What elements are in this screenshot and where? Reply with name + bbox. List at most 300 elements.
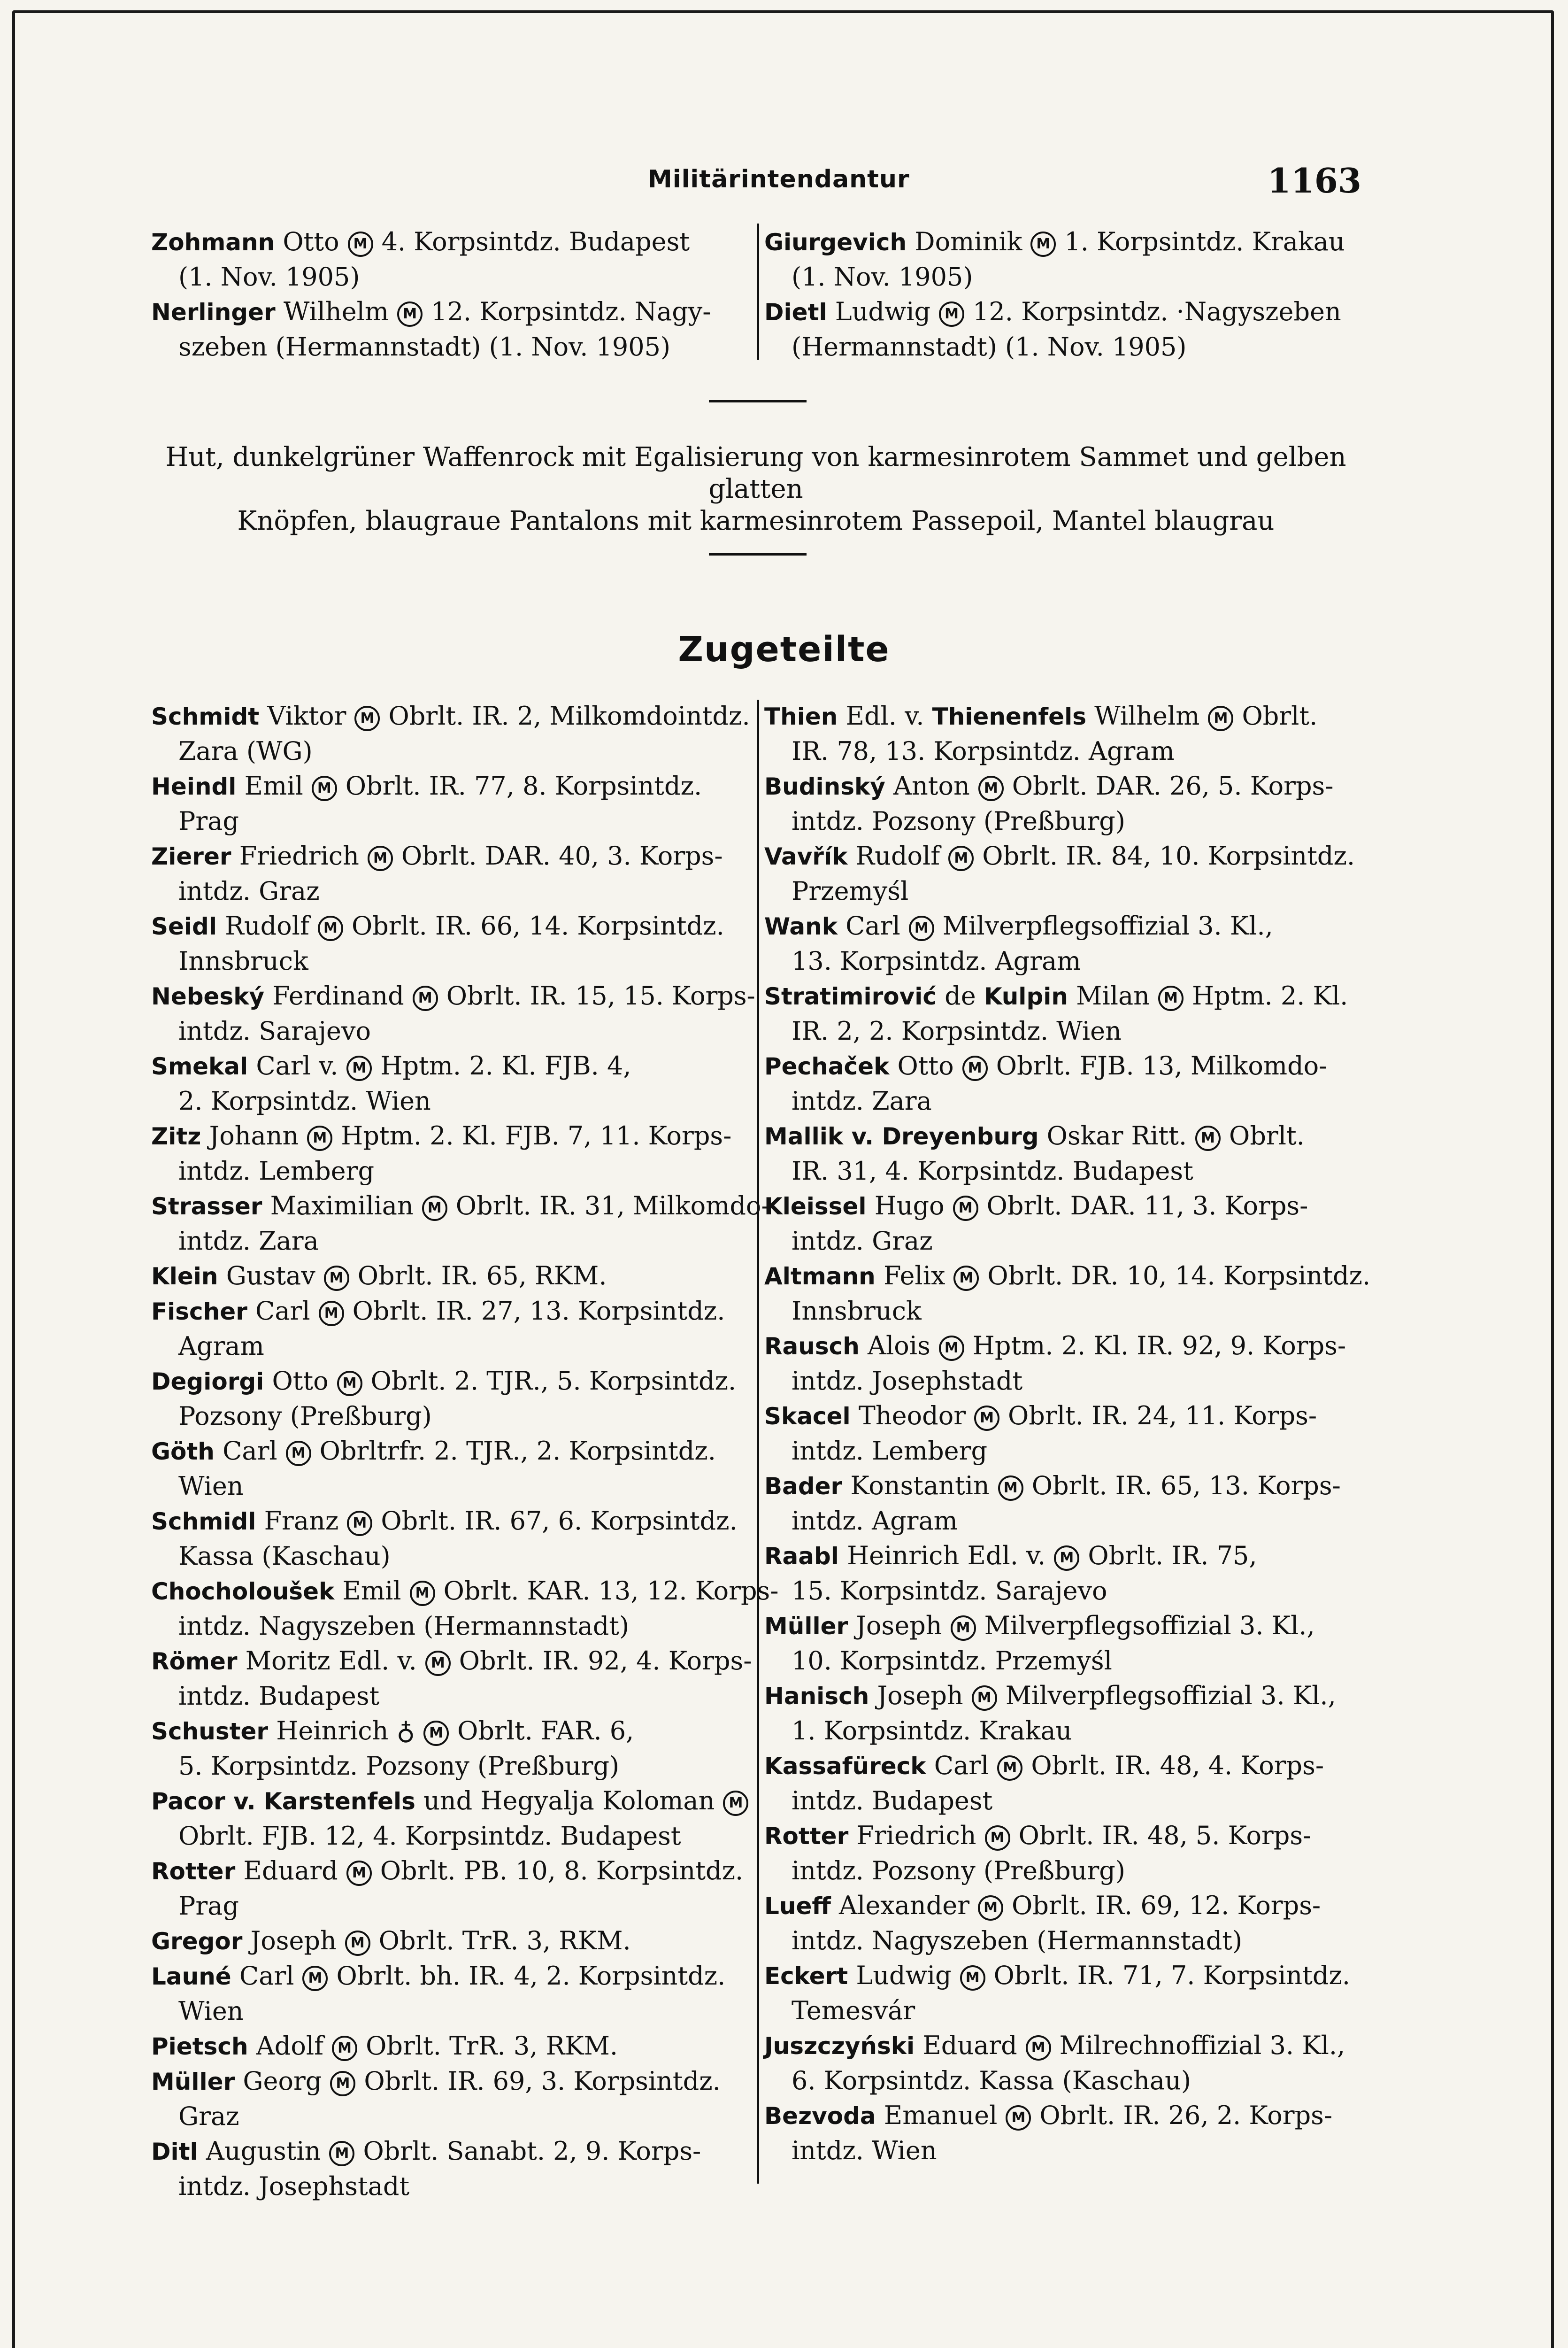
- m-icon: M: [939, 301, 964, 327]
- entry-line-2: Pozsony (Preßburg): [178, 1401, 432, 1431]
- rule-2: [709, 553, 807, 556]
- m-icon: M: [1006, 2105, 1031, 2131]
- entry-line-2: 15. Korpsintdz. Sarajevo: [792, 1576, 1107, 1606]
- entry-line-1: [764, 2028, 1365, 2063]
- entry-line-1: [764, 1119, 1365, 1154]
- posting: Obrlt. IR. 65, 13. Korps-: [1031, 1471, 1341, 1500]
- entry-line-2: Wien: [178, 1996, 244, 2026]
- m-icon: M: [948, 846, 974, 871]
- entry-line-1: [151, 224, 743, 260]
- m-icon: M: [1054, 1545, 1079, 1571]
- entry-line-2: (1. Nov. 1905): [792, 262, 973, 292]
- surname: Fischer: [151, 1298, 247, 1325]
- given-name-2: Milan: [1076, 981, 1150, 1011]
- m-icon: M: [302, 1966, 328, 1991]
- posting: Obrlt. DAR. 11, 3. Korps-: [986, 1191, 1308, 1220]
- posting: Obrlt. IR. 2, Milkomdointdz.: [388, 701, 750, 731]
- page-number: 1163: [1267, 161, 1361, 201]
- surname: Seidl: [151, 913, 217, 940]
- given-name: Anton: [893, 771, 970, 801]
- entry-line-1: [764, 979, 1365, 1014]
- entry-line-2: Innsbruck: [792, 1296, 922, 1326]
- list-item: [151, 1784, 743, 1854]
- given-name: Maximilian: [270, 1191, 414, 1220]
- given-name: Gustav: [226, 1261, 315, 1290]
- top-right-column: [764, 224, 1365, 364]
- given-name: Carl: [223, 1436, 277, 1466]
- list-item: [151, 1049, 743, 1119]
- given-name: Ferdinand: [272, 981, 404, 1011]
- entry-line-1: [151, 1119, 743, 1154]
- entry-line-2: intdz. Pozsony (Preßburg): [792, 1856, 1125, 1885]
- m-icon: M: [318, 916, 343, 941]
- surname: Hanisch: [764, 1683, 869, 1710]
- list-item: [151, 1714, 743, 1784]
- posting: Obrlt. Sanabt. 2, 9. Korps-: [363, 2136, 701, 2166]
- entry-line-1: [151, 769, 743, 804]
- list-item: [151, 294, 743, 364]
- list-item: [151, 1189, 770, 1259]
- entry-line-1: [151, 699, 750, 734]
- surname: Dietl: [764, 299, 827, 326]
- column-divider-main: [757, 700, 759, 2184]
- m-icon: M: [425, 1651, 451, 1676]
- given-name: Adolf: [256, 2031, 324, 2061]
- surname: Schuster: [151, 1718, 269, 1745]
- list-item: [764, 1678, 1365, 1748]
- entry-line-1: [151, 1854, 743, 1889]
- m-icon: M: [962, 1056, 988, 1081]
- entry-line-1: [151, 1959, 743, 1994]
- entry-line-1: [764, 1189, 1365, 1224]
- list-item: [764, 2098, 1365, 2168]
- posting: Obrlt. IR. 69, 12. Korps-: [1012, 1891, 1321, 1920]
- posting: Obrlt. IR. 75,: [1088, 1541, 1257, 1570]
- entry-line-1: [764, 1328, 1365, 1364]
- entry-line-2: intdz. Budapest: [792, 1786, 993, 1815]
- m-icon: M: [978, 776, 1004, 801]
- list-item: [764, 1888, 1365, 1958]
- posting: 1. Korpsintdz. Krakau: [1064, 227, 1345, 256]
- posting: Obrlt. IR. 48, 4. Korps-: [1031, 1751, 1324, 1780]
- surname: Müller: [764, 1613, 848, 1640]
- surname: Skacel: [764, 1403, 851, 1430]
- entry-line-2: intdz. Zara: [792, 1086, 932, 1116]
- entry-line-2: 13. Korpsintdz. Agram: [792, 946, 1081, 976]
- entry-line-1: [764, 699, 1365, 734]
- posting: Obrlt. IR. 27, 13. Korpsintdz.: [352, 1296, 725, 1326]
- list-item: [151, 839, 743, 909]
- m-icon: M: [346, 1056, 372, 1081]
- surname: Bader: [764, 1473, 843, 1500]
- posting: Obrlt. PB. 10, 8. Korpsintdz.: [380, 1856, 744, 1885]
- surname-2: Kulpin: [984, 983, 1068, 1010]
- entry-line-1: [151, 909, 743, 944]
- surname-2: Thienenfels: [932, 703, 1086, 730]
- entry-line-2: 1. Korpsintdz. Krakau: [792, 1716, 1072, 1746]
- entry-line-1: [764, 2098, 1365, 2133]
- entry-line-1: [151, 2064, 743, 2099]
- entry-line-1: [151, 1714, 743, 1749]
- posting: Obrlt. KAR. 13, 12. Korps-: [443, 1576, 779, 1606]
- given-name: Carl: [845, 911, 900, 941]
- m-icon: M: [423, 1721, 449, 1746]
- m-icon: M: [286, 1441, 311, 1466]
- list-item: [151, 224, 743, 294]
- posting: 4. Korpsintdz. Budapest: [381, 227, 690, 256]
- posting: Hptm. 2. Kl.: [1191, 981, 1348, 1011]
- list-item: [151, 1644, 752, 1714]
- given-name: Carl: [255, 1296, 310, 1326]
- entry-line-1: [151, 1259, 743, 1294]
- m-icon: M: [978, 1895, 1003, 1921]
- given-name: Friedrich: [239, 841, 359, 871]
- entry-line-2: intdz. Sarajevo: [178, 1016, 371, 1046]
- surname: Giurgevich: [764, 229, 907, 256]
- m-icon: M: [307, 1126, 332, 1151]
- posting: Obrlt. DAR. 40, 3. Korps-: [401, 841, 723, 871]
- list-item: [764, 979, 1365, 1049]
- m-icon: M: [1026, 2035, 1051, 2061]
- list-item: [151, 1854, 743, 1923]
- given-name: Franz: [264, 1506, 339, 1536]
- entry-line-1: [764, 1608, 1365, 1644]
- list-item: [764, 1119, 1365, 1189]
- list-item: [151, 1294, 743, 1364]
- list-item: [764, 1189, 1365, 1259]
- given-name: Emanuel: [884, 2101, 998, 2130]
- m-icon: M: [319, 1301, 344, 1326]
- surname: Nerlinger: [151, 299, 276, 326]
- entry-line-2: IR. 78, 13. Korpsintdz. Agram: [792, 736, 1175, 766]
- given-name: Edl. v.: [845, 701, 924, 731]
- entry-line-2: intdz. Lemberg: [178, 1156, 375, 1186]
- entry-line-1: [764, 224, 1365, 260]
- entry-line-2: intdz. Nagyszeben (Hermannstadt): [178, 1611, 630, 1641]
- posting: Obrlt. DAR. 26, 5. Korps-: [1012, 771, 1334, 801]
- surname: Budinský: [764, 773, 885, 800]
- entry-line-2: intdz. Josephstadt: [178, 2171, 410, 2201]
- m-icon: M: [1030, 232, 1056, 257]
- surname: Smekal: [151, 1053, 248, 1080]
- given-name: Otto: [897, 1051, 954, 1081]
- surname: Pechaček: [764, 1053, 890, 1080]
- list-item: [764, 1398, 1365, 1468]
- entry-line-1: [151, 839, 743, 874]
- surname: Nebeský: [151, 983, 265, 1010]
- uniform-description: [141, 441, 1371, 537]
- column-divider-top: [757, 224, 759, 360]
- posting: Obrlt. IR. 26, 2. Korps-: [1039, 2101, 1333, 2130]
- posting: Obrlt. IR. 71, 7. Korpsintdz.: [993, 1961, 1351, 1990]
- posting: Obrlt. FAR. 6,: [457, 1716, 634, 1746]
- entry-line-1: [151, 1189, 770, 1224]
- entry-line-2: Prag: [178, 1891, 239, 1921]
- list-item: [151, 979, 755, 1049]
- entry-line-2: intdz. Wien: [792, 2136, 937, 2165]
- list-item: [764, 909, 1365, 979]
- entry-line-2: Graz: [178, 2101, 239, 2131]
- entry-line-2: intdz. Pozsony (Preßburg): [792, 806, 1125, 836]
- posting: Obrlt. IR. 69, 3. Korpsintdz.: [364, 2066, 721, 2096]
- posting: Hptm. 2. Kl. FJB. 7, 11. Korps-: [341, 1121, 732, 1151]
- list-item: [151, 769, 743, 839]
- entry-line-2: Innsbruck: [178, 946, 308, 976]
- top-left-column: [151, 224, 743, 364]
- surname: Chocholoušek: [151, 1578, 335, 1605]
- surname: Pietsch: [151, 2033, 248, 2060]
- entry-line-1: [764, 1468, 1365, 1504]
- surname: Rausch: [764, 1333, 860, 1360]
- entry-line-2: intdz. Graz: [178, 876, 320, 906]
- entry-line-1: [151, 2029, 743, 2064]
- posting: Obrlt. TrR. 3, RKM.: [366, 2031, 618, 2061]
- given-name: Alois: [868, 1331, 930, 1360]
- posting: Obrlt. IR. 66, 14. Korpsintdz.: [351, 911, 724, 941]
- surname: Stratimirović: [764, 983, 937, 1010]
- list-item: [764, 1958, 1365, 2028]
- entry-line-2: IR. 2, 2. Korpsintdz. Wien: [792, 1016, 1122, 1046]
- entry-line-1: [764, 1818, 1365, 1854]
- left-list: [151, 699, 779, 2204]
- posting: 12. Korpsintdz. Nagy-: [431, 297, 711, 326]
- given-name: Rudolf: [225, 911, 309, 941]
- given-name: Otto: [272, 1366, 329, 1396]
- list-item: [764, 1748, 1365, 1818]
- m-icon: M: [345, 1931, 370, 1956]
- surname: Klein: [151, 1263, 218, 1290]
- entry-line-1: [764, 1678, 1365, 1714]
- surname: Thien: [764, 703, 838, 730]
- given-name: Joseph: [250, 1926, 337, 1955]
- posting: Obrlt. IR. 31, Milkomdo-: [455, 1191, 770, 1220]
- m-icon: M: [332, 2036, 357, 2061]
- m-icon: M: [347, 1511, 372, 1536]
- list-item: [764, 1818, 1365, 1888]
- surname: Wank: [764, 913, 838, 940]
- uniform-description-line-2: Knöpfen, blaugraue Pantalons mit karmesinrotem Passepoil, Mantel blaugrau: [237, 506, 1275, 536]
- given-name: Georg: [243, 2066, 322, 2096]
- surname: Pacor v. Karstenfels: [151, 1788, 415, 1815]
- running-head: Militärintendantur: [648, 165, 910, 193]
- list-item: [151, 1364, 743, 1434]
- entry-line-1: [764, 839, 1365, 874]
- entry-line-2: intdz. Zara: [178, 1226, 319, 1256]
- m-icon: M: [354, 706, 380, 731]
- m-icon: M: [397, 301, 423, 327]
- posting: Obrlt.: [1229, 1121, 1305, 1151]
- posting: Obrlt. IR. 77, 8. Korpsintdz.: [345, 771, 702, 801]
- given-name: Augustin: [206, 2136, 321, 2166]
- entry-line-1: [151, 1504, 743, 1539]
- list-item: [151, 1923, 743, 1959]
- given-name: Wilhelm: [283, 297, 389, 326]
- posting: Obrlt.: [1242, 701, 1318, 731]
- surname: Rotter: [764, 1823, 849, 1850]
- posting: Obrlt. IR. 67, 6. Korpsintdz.: [381, 1506, 738, 1536]
- given-name: Theodor: [858, 1401, 966, 1430]
- rule-1: [709, 400, 807, 402]
- entry-line-1: [764, 1748, 1365, 1784]
- entry-line-2: 5. Korpsintdz. Pozsony (Preßburg): [178, 1751, 620, 1781]
- entry-line-1: [764, 1398, 1365, 1434]
- entry-line-2: Przemyśl: [792, 876, 909, 906]
- entry-line-2: Obrlt. FJB. 12, 4. Korpsintdz. Budapest: [178, 1821, 681, 1851]
- list-item: [764, 699, 1365, 769]
- entry-line-2: szeben (Hermannstadt) (1. Nov. 1905): [178, 332, 671, 362]
- list-item: [151, 1504, 743, 1574]
- entry-line-2: (1. Nov. 1905): [178, 262, 360, 292]
- entry-line-1: [151, 1574, 779, 1609]
- surname: Vavřík: [764, 843, 848, 870]
- entry-line-1: [151, 294, 743, 330]
- m-icon: M: [324, 1266, 349, 1291]
- m-icon: M: [346, 1861, 372, 1886]
- list-item: [151, 1434, 743, 1504]
- list-item: [151, 1574, 779, 1644]
- list-item: [764, 1259, 1371, 1328]
- m-icon: M: [723, 1791, 748, 1816]
- entry-line-1: [764, 1259, 1371, 1294]
- surname: Altmann: [764, 1263, 876, 1290]
- list-item: [151, 1119, 743, 1189]
- m-icon: M: [337, 1371, 362, 1396]
- given-name: Johann: [209, 1121, 299, 1151]
- given-name: Hugo: [874, 1191, 945, 1220]
- m-icon: M: [330, 2071, 355, 2096]
- list-item: [151, 1959, 743, 2029]
- given-name: Joseph: [877, 1681, 963, 1710]
- m-icon: M: [329, 2141, 354, 2166]
- list-item: [764, 1468, 1365, 1538]
- posting: Milverpflegsoffizial 3. Kl.,: [942, 911, 1273, 941]
- posting: Milverpflegsoffizial 3. Kl.,: [984, 1611, 1315, 1640]
- given-name-2: Wilhelm: [1094, 701, 1200, 731]
- list-item: [764, 1049, 1365, 1119]
- posting: Obrlt. IR. 92, 4. Korps-: [459, 1646, 752, 1676]
- surname: Juszczyński: [764, 2032, 915, 2060]
- given-name: Heinrich Edl. v.: [847, 1541, 1046, 1570]
- surname: Heindl: [151, 773, 237, 800]
- entry-line-1: [764, 769, 1365, 804]
- entry-line-1: [764, 1538, 1365, 1574]
- surname: Göth: [151, 1438, 215, 1465]
- surname: Schmidl: [151, 1508, 256, 1535]
- given-name: Friedrich: [856, 1821, 976, 1850]
- posting: Obrlt. 2. TJR., 5. Korpsintdz.: [370, 1366, 737, 1396]
- given-name: Viktor: [267, 701, 346, 731]
- uniform-description-line-1: Hut, dunkelgrüner Waffenrock mit Egalisierung von karmesinrotem Sammet und gelben glatten: [165, 442, 1346, 504]
- list-item: [764, 839, 1365, 909]
- m-icon: M: [998, 1475, 1023, 1501]
- entry-line-1: [764, 1958, 1365, 1993]
- m-icon: M: [953, 1266, 979, 1291]
- list-item: [764, 769, 1365, 839]
- given-name: Eduard: [922, 2031, 1017, 2060]
- list-item: [764, 1608, 1365, 1678]
- posting: Obrlt. bh. IR. 4, 2. Korpsintdz.: [336, 1961, 726, 1991]
- surname: Römer: [151, 1648, 238, 1675]
- entry-line-1: [151, 1784, 743, 1819]
- posting: Obrlt. IR. 84, 10. Korpsintdz.: [982, 841, 1355, 871]
- m-icon: M: [909, 916, 934, 941]
- posting: Obrltrfr. 2. TJR., 2. Korpsintdz.: [319, 1436, 716, 1466]
- right-list: [764, 699, 1371, 2168]
- entry-line-2: 2. Korpsintdz. Wien: [178, 1086, 431, 1116]
- given-name: Rudolf: [855, 841, 940, 871]
- m-icon: M: [974, 1406, 999, 1431]
- given-name: Dominik: [915, 227, 1022, 256]
- surname: Kassafüreck: [764, 1753, 926, 1780]
- surname: Strasser: [151, 1193, 262, 1220]
- entry-line-1: [151, 979, 755, 1014]
- surname: Degiorgi: [151, 1368, 264, 1395]
- given-name: Heinrich ♁: [276, 1716, 415, 1746]
- posting: Milverpflegsoffizial 3. Kl.,: [1005, 1681, 1336, 1710]
- surname: Zitz: [151, 1123, 201, 1150]
- list-item: [151, 909, 743, 979]
- list-item: [764, 1538, 1365, 1608]
- list-item: [764, 2028, 1365, 2098]
- posting: Obrlt. DR. 10, 14. Korpsintdz.: [987, 1261, 1371, 1290]
- entry-line-2: Kassa (Kaschau): [178, 1541, 391, 1571]
- m-icon: M: [972, 1685, 997, 1711]
- posting: 12. Korpsintdz. ·Nagyszeben: [973, 297, 1341, 326]
- surname: Zierer: [151, 843, 231, 870]
- entry-line-1: [151, 1923, 743, 1959]
- section-title: Zugeteilte: [678, 629, 890, 670]
- list-item: [151, 2029, 743, 2064]
- surname: Schmidt: [151, 703, 260, 730]
- given-name: Carl v.: [256, 1051, 338, 1081]
- given-name: Joseph: [856, 1611, 942, 1640]
- given-name: Otto: [283, 227, 339, 256]
- entry-line-2: IR. 31, 4. Korpsintdz. Budapest: [792, 1156, 1193, 1186]
- surname: Lueff: [764, 1892, 831, 1920]
- entry-line-1: [151, 1294, 743, 1329]
- given-name: Ludwig: [856, 1961, 952, 1990]
- m-icon: M: [1158, 986, 1184, 1011]
- surname: Ditl: [151, 2138, 198, 2165]
- entry-line-2: intdz. Nagyszeben (Hermannstadt): [792, 1926, 1243, 1955]
- surname: Launé: [151, 1963, 231, 1990]
- entry-line-2: intdz. Josephstadt: [792, 1366, 1023, 1396]
- m-icon: M: [413, 986, 438, 1011]
- m-icon: M: [422, 1196, 447, 1221]
- list-item: [151, 2134, 743, 2204]
- m-icon: M: [951, 1615, 976, 1641]
- entry-line-2: 10. Korpsintdz. Przemyśl: [792, 1646, 1112, 1676]
- list-item: [764, 1328, 1365, 1398]
- entry-line-2: intdz. Lemberg: [792, 1436, 988, 1466]
- entry-line-1: [764, 1049, 1365, 1084]
- given-name: Felix: [883, 1261, 945, 1290]
- m-icon: M: [312, 776, 337, 801]
- surname: Mallik v. Dreyenburg: [764, 1123, 1039, 1150]
- m-icon: M: [939, 1336, 964, 1361]
- entry-line-1: [151, 1644, 752, 1679]
- surname: Gregor: [151, 1928, 243, 1955]
- list-item: [151, 699, 750, 769]
- m-icon: M: [1195, 1126, 1221, 1151]
- m-icon: M: [985, 1825, 1010, 1851]
- list-item: [151, 2064, 743, 2134]
- surname: Müller: [151, 2068, 235, 2095]
- given-name: de: [945, 981, 976, 1011]
- entry-line-1: [764, 1888, 1365, 1923]
- m-icon: M: [410, 1581, 435, 1606]
- m-icon: M: [348, 232, 373, 257]
